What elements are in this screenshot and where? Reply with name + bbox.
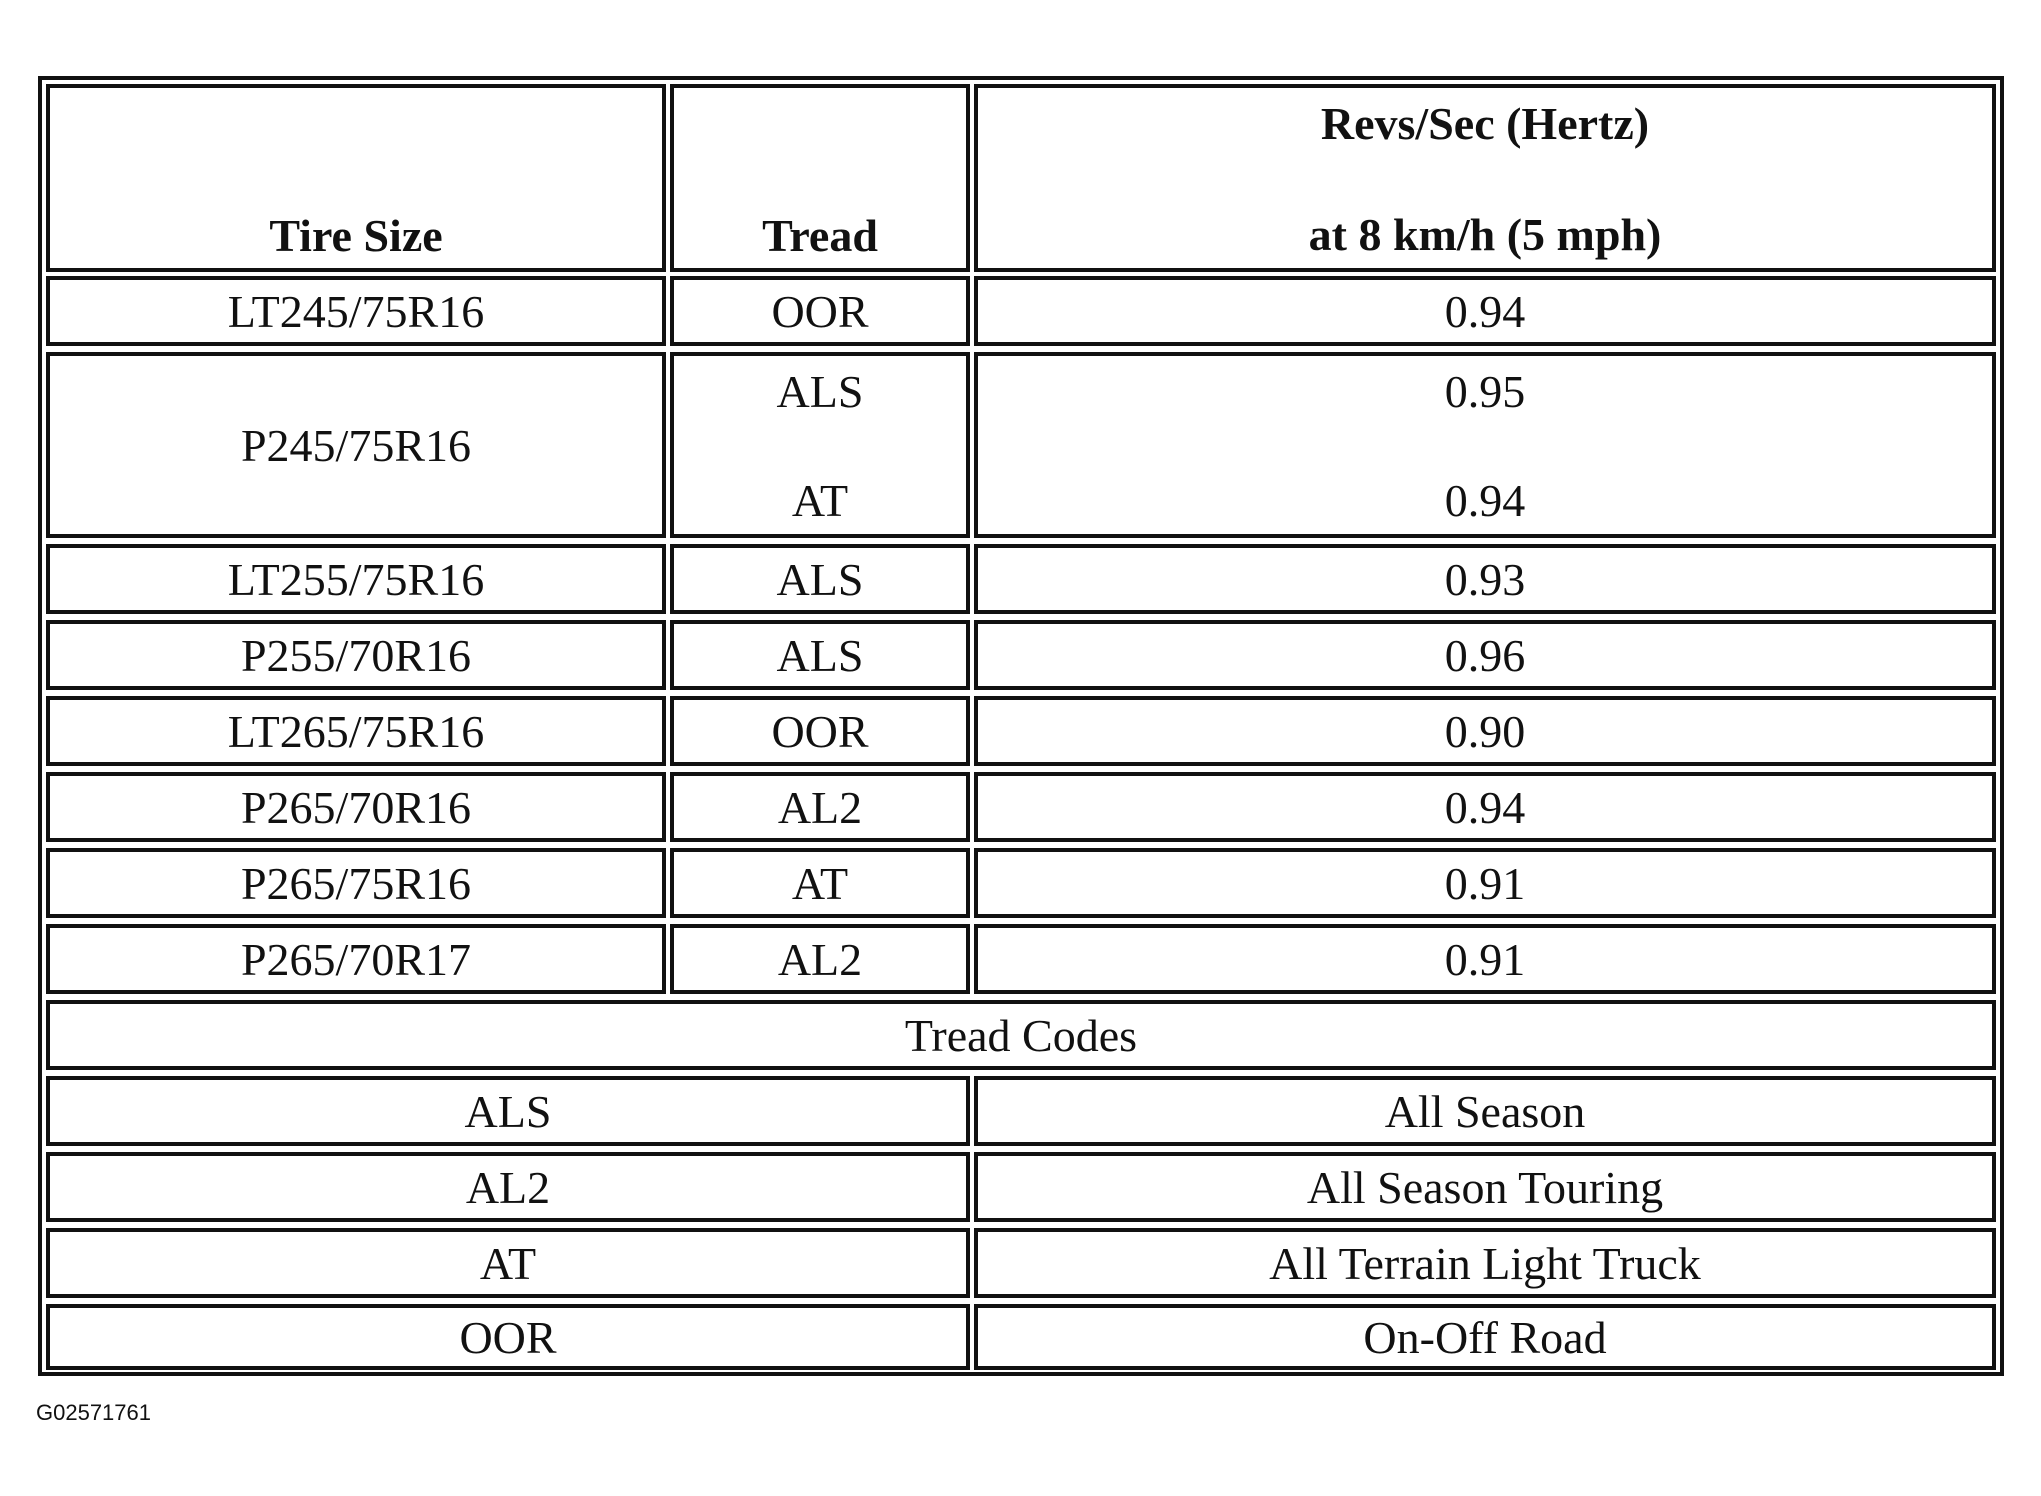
header-tread	[670, 84, 970, 272]
table-cell: LT255/75R16	[227, 553, 485, 605]
header-revs-line2: at 8 km/h (5 mph)	[1308, 209, 1662, 261]
table-cell: 0.94	[1444, 475, 1526, 527]
row-4-revs	[974, 620, 1996, 690]
tread-code-2	[46, 1152, 970, 1222]
table-cell: 0.94	[1444, 781, 1526, 833]
row-7-revs	[974, 848, 1996, 918]
row-2-tire-size	[46, 352, 666, 538]
table-cell: AT	[791, 857, 849, 909]
table-cell: AL2	[777, 933, 863, 985]
row-6-revs	[974, 772, 1996, 842]
table-cell: LT265/75R16	[227, 705, 485, 757]
row-2-revs	[974, 352, 1996, 538]
tread-meaning-4	[974, 1304, 1996, 1370]
tread-code-4	[46, 1304, 970, 1370]
table-cell: P245/75R16	[240, 419, 472, 471]
header-tire-size-label: Tire Size	[269, 210, 443, 261]
tread-meaning-3	[974, 1228, 1996, 1298]
table-cell: AL2	[777, 781, 863, 833]
row-5-tire-size	[46, 696, 666, 766]
row-1-revs	[974, 276, 1996, 346]
row-8-tread	[670, 924, 970, 994]
row-8-tire-size	[46, 924, 666, 994]
table-cell: LT245/75R16	[227, 285, 485, 337]
row-5-tread	[670, 696, 970, 766]
row-4-tread	[670, 620, 970, 690]
row-7-tire-size	[46, 848, 666, 918]
figure-id: G02571761	[36, 1400, 151, 1425]
tread-meaning-1	[974, 1076, 1996, 1146]
tread-code-1	[46, 1076, 970, 1146]
table-cell: P265/75R16	[240, 857, 472, 909]
table-cell: AL2	[465, 1161, 551, 1213]
row-4-tire-size	[46, 620, 666, 690]
tread-codes-title-label: Tread Codes	[904, 1009, 1138, 1061]
header-revs-line1: Revs/Sec (Hertz)	[1320, 98, 1650, 149]
row-3-tread	[670, 544, 970, 614]
row-6-tread	[670, 772, 970, 842]
row-2-tread	[670, 352, 970, 538]
row-1-tread	[670, 276, 970, 346]
table-cell: 0.91	[1444, 933, 1526, 985]
row-6-tire-size	[46, 772, 666, 842]
table-cell: 0.90	[1444, 705, 1526, 757]
table-cell: P265/70R17	[240, 933, 472, 985]
table-cell: 0.94	[1444, 285, 1526, 337]
table-cell: 0.91	[1444, 857, 1526, 909]
row-7-tread	[670, 848, 970, 918]
row-3-revs	[974, 544, 1996, 614]
row-1-tire-size	[46, 276, 666, 346]
row-8-revs	[974, 924, 1996, 994]
table-cell: OOR	[771, 285, 869, 337]
tread-meaning-2	[974, 1152, 1996, 1222]
table-cell: ALS	[776, 553, 864, 605]
table-cell: AT	[791, 475, 849, 527]
table-cell: On-Off Road	[1363, 1311, 1607, 1363]
table-cell: ALS	[776, 629, 864, 681]
table-cell: P255/70R16	[240, 629, 472, 681]
table-cell: OOR	[771, 705, 869, 757]
table-cell: All Season	[1384, 1085, 1586, 1137]
table-cell: AT	[479, 1237, 537, 1289]
header-tire-size	[46, 84, 666, 272]
table-cell: ALS	[464, 1085, 552, 1137]
table-cell: 0.95	[1444, 366, 1526, 417]
table-cell: P265/70R16	[240, 781, 472, 833]
row-5-revs	[974, 696, 1996, 766]
table-cell: OOR	[459, 1311, 557, 1363]
tread-codes-title	[46, 1000, 1996, 1070]
table-cell: 0.93	[1444, 553, 1526, 605]
header-revs	[974, 84, 1996, 272]
table-cell: All Terrain Light Truck	[1269, 1237, 1701, 1289]
table-cell: 0.96	[1444, 629, 1526, 681]
table-cell: All Season Touring	[1306, 1161, 1664, 1213]
tread-code-3	[46, 1228, 970, 1298]
table-cell: ALS	[776, 366, 864, 417]
row-3-tire-size	[46, 544, 666, 614]
header-tread-label: Tread	[762, 210, 878, 261]
